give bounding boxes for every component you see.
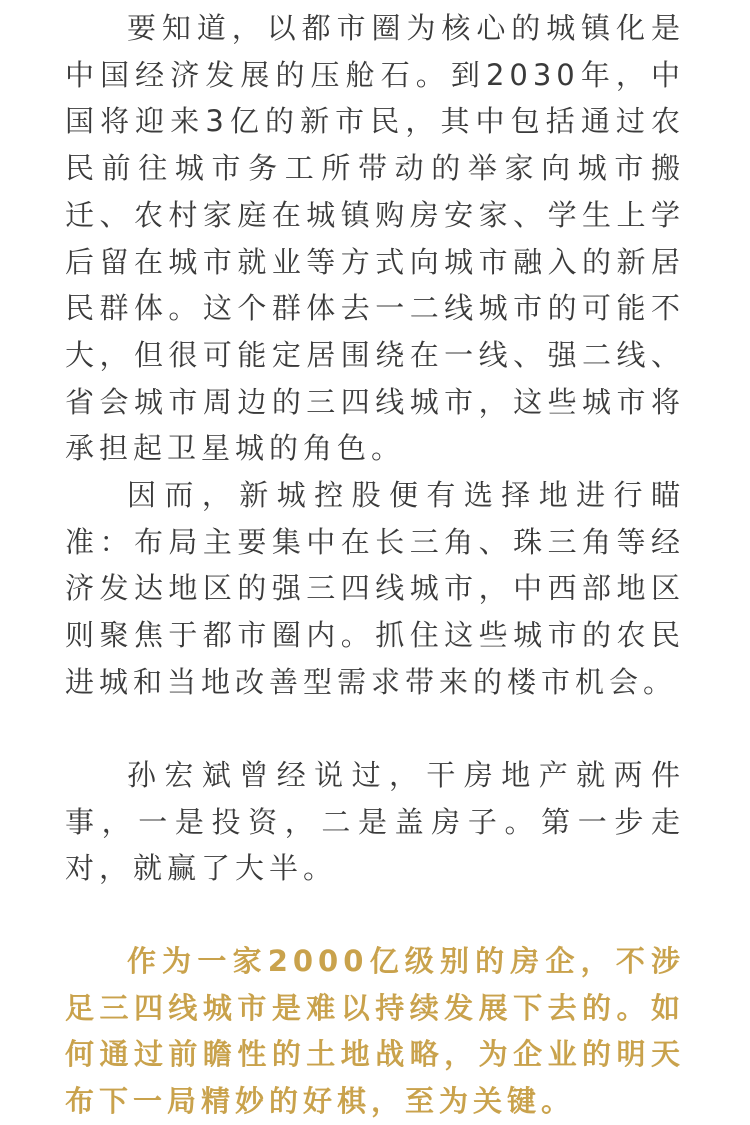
paragraph-highlight-conclusion: 作为一家2000亿级别的房企，不涉足三四线城市是难以持续发展下去的。如何通过前瞻性的土地战略，为企业的明天布下一局精妙的好棋，至为关键。 [65,944,685,1119]
paragraph-quote: 孙宏斌曾经说过，干房地产就两件事，一是投资，二是盖房子。第一步走对，就赢了大半。 [65,758,685,886]
paragraph-strategy: 因而，新城控股便有选择地进行瞄准：布局主要集中在长三角、珠三角等经济发达地区的强三四线城市，中西部地区则聚焦于都市圈内。抓住这些城市的农民进城和当地改善型需求带来的楼市机会。 [65,478,685,699]
paragraph-urbanization: 要知道，以都市圈为核心的城镇化是中国经济发展的压舱石。到2030年，中国将迎来3亿的新市民，其中包括通过农民前往城市务工所带动的举家向城市搬迁、农村家庭在城镇购房安家、学生上学后留在城市就业等方式向城市融入的新居民群体。这个群体去一二线城市的可能不大，但很可能定居围绕在一线、强二线、省会城市周边的三四线城市，这些城市将承担起卫星城的角色。 [65,11,685,466]
